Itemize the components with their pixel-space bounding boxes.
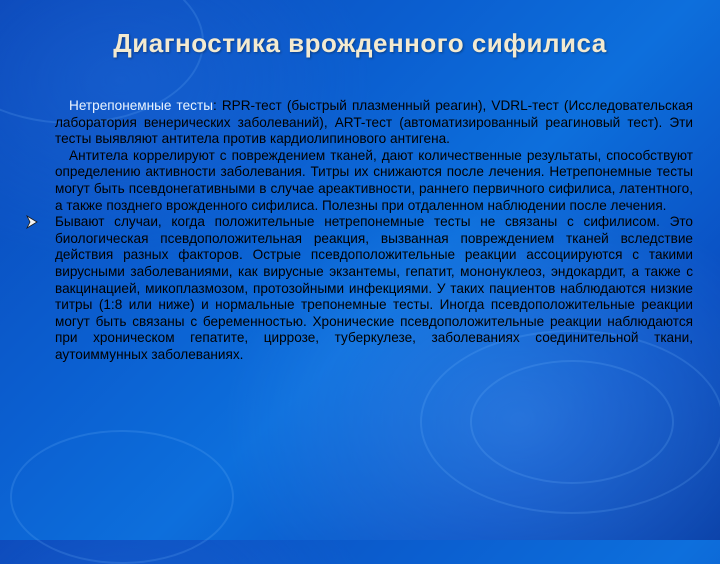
list-item bbox=[55, 214, 693, 363]
slide-title: Диагностика врожденного сифилиса bbox=[113, 28, 607, 58]
background-ripple bbox=[470, 360, 674, 484]
highlight-term: Нетрепонемные тесты bbox=[69, 98, 213, 113]
slide-body bbox=[55, 98, 693, 364]
paragraph-nontreponemal-tests bbox=[55, 98, 693, 148]
arrowhead-bullet-icon bbox=[26, 215, 38, 229]
paragraph-text: : RPR-тест (быстрый плазменный реагин), VDRL-тест (Исследовательская лаборатория венерических заболеваний), ART-тест (автоматизированный реагиновый тест). Эти тесты выявляют антитела против кардиолипинового антигена. bbox=[55, 98, 693, 147]
bullet-text: Бывают случаи, когда положительные нетрепонемные тесты не связаны с сифилисом. Это биологическая псевдоположительная реакция, вызванная повреждением тканей вследствие действия разных факторов. Острые псевдоположительные реакции ассоциируются с такими вирусными заболеваниями, как вирусные экзантемы, гепатит, мононуклеоз, эндокардит, а также с вакцинацией, микоплазмозом, протозойными инфекциями. У таких пациентов наблюдаются низкие титры (1:8 или ниже) и нормальные трепонемные тесты. Иногда псевдоположительные реакции могут быть связаны с беременностью. Хронические псевдоположительные реакции наблюдаются при хроническом гепатите, циррозе, туберкулезе, заболеваниях соединительной ткани, аутоиммунных заболеваниях. bbox=[55, 214, 693, 362]
background-ripple bbox=[10, 430, 234, 564]
paragraph-antibodies: Антитела коррелируют с повреждением тканей, дают количественные результаты, способствуют определению активности заболевания. Титры их снижаются после лечения. Нетрепонемные тесты могут быть псевдонегативными в случае ареактивности, раннего первичного сифилиса, латентного, а также позднего врожденного сифилиса. Полезны при отдаленном наблюдении после лечения. bbox=[55, 147, 693, 213]
